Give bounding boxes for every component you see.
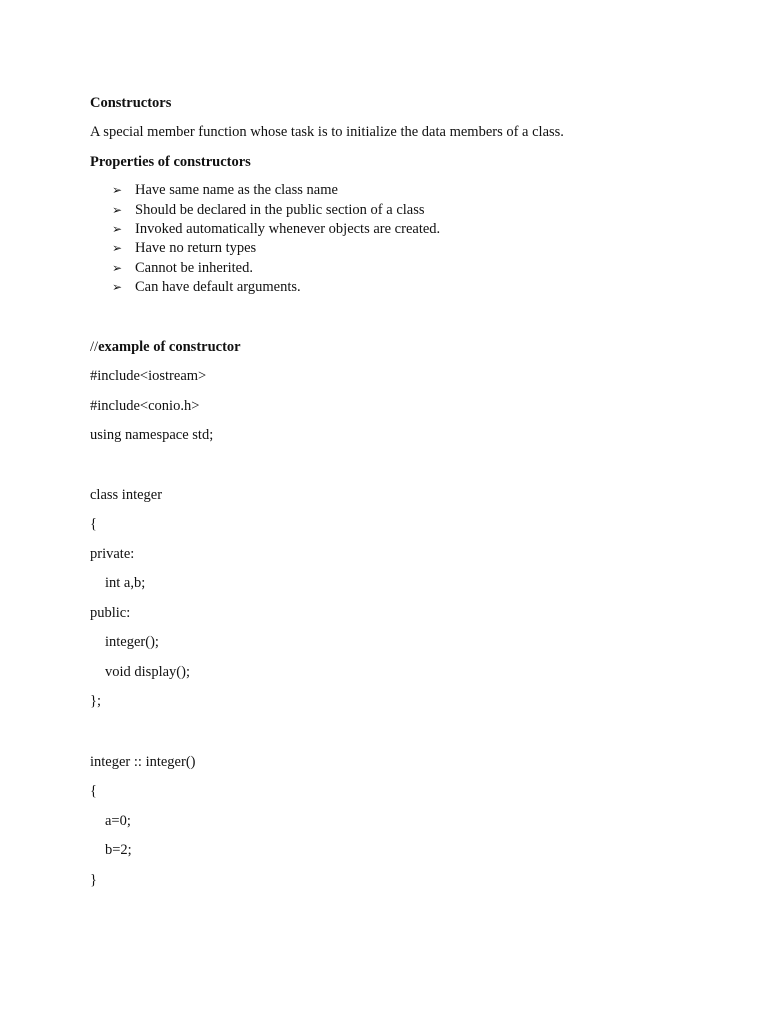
code-line-class-close: }; bbox=[90, 693, 101, 709]
list-item bbox=[112, 220, 440, 238]
list-item-text: Cannot be inherited. bbox=[135, 260, 253, 276]
section-heading: Constructors bbox=[90, 95, 172, 111]
arrow-bullet-icon: ➢ bbox=[112, 241, 123, 255]
code-line-include-iostream: #include<iostream> bbox=[90, 368, 207, 384]
code-line-ctor-def: integer :: integer() bbox=[90, 754, 196, 770]
list-item-text: Have same name as the class name bbox=[135, 182, 338, 198]
arrow-bullet-icon: ➢ bbox=[112, 261, 123, 275]
code-line-using-namespace: using namespace std; bbox=[90, 427, 214, 443]
comment-prefix: // bbox=[90, 339, 99, 355]
code-line-assign-a: a=0; bbox=[105, 813, 131, 829]
arrow-bullet-icon: ➢ bbox=[112, 222, 123, 236]
list-item bbox=[112, 259, 253, 277]
arrow-bullet-icon: ➢ bbox=[112, 280, 123, 294]
code-line-ctor-open: { bbox=[90, 783, 97, 799]
arrow-bullet-icon: ➢ bbox=[112, 203, 123, 217]
code-line-members: int a,b; bbox=[105, 575, 146, 591]
arrow-bullet-icon: ➢ bbox=[112, 183, 123, 197]
list-item-text: Can have default arguments. bbox=[135, 279, 301, 295]
list-item bbox=[112, 278, 301, 296]
list-item bbox=[112, 201, 425, 219]
code-line-open-brace: { bbox=[90, 516, 97, 532]
list-item-text: Have no return types bbox=[135, 240, 257, 256]
list-item bbox=[112, 239, 256, 257]
code-line-private: private: bbox=[90, 546, 135, 562]
code-line-public: public: bbox=[90, 605, 131, 621]
properties-heading: Properties of constructors bbox=[90, 154, 251, 170]
code-line-include-conio: #include<conio.h> bbox=[90, 398, 200, 414]
code-line-class-decl: class integer bbox=[90, 487, 163, 503]
comment-label: example of constructor bbox=[98, 339, 241, 355]
example-comment bbox=[90, 338, 241, 356]
definition-text: A special member function whose task is to initialize the data members of a class. bbox=[90, 124, 564, 140]
code-line-assign-b: b=2; bbox=[105, 842, 132, 858]
list-item-text: Invoked automatically whenever objects are created. bbox=[135, 221, 441, 237]
code-line-ctor-close: } bbox=[90, 872, 97, 888]
code-line-ctor-decl: integer(); bbox=[105, 634, 159, 650]
list-item-text: Should be declared in the public section of a class bbox=[135, 202, 425, 218]
code-line-display-decl: void display(); bbox=[105, 664, 190, 680]
list-item bbox=[112, 181, 338, 199]
